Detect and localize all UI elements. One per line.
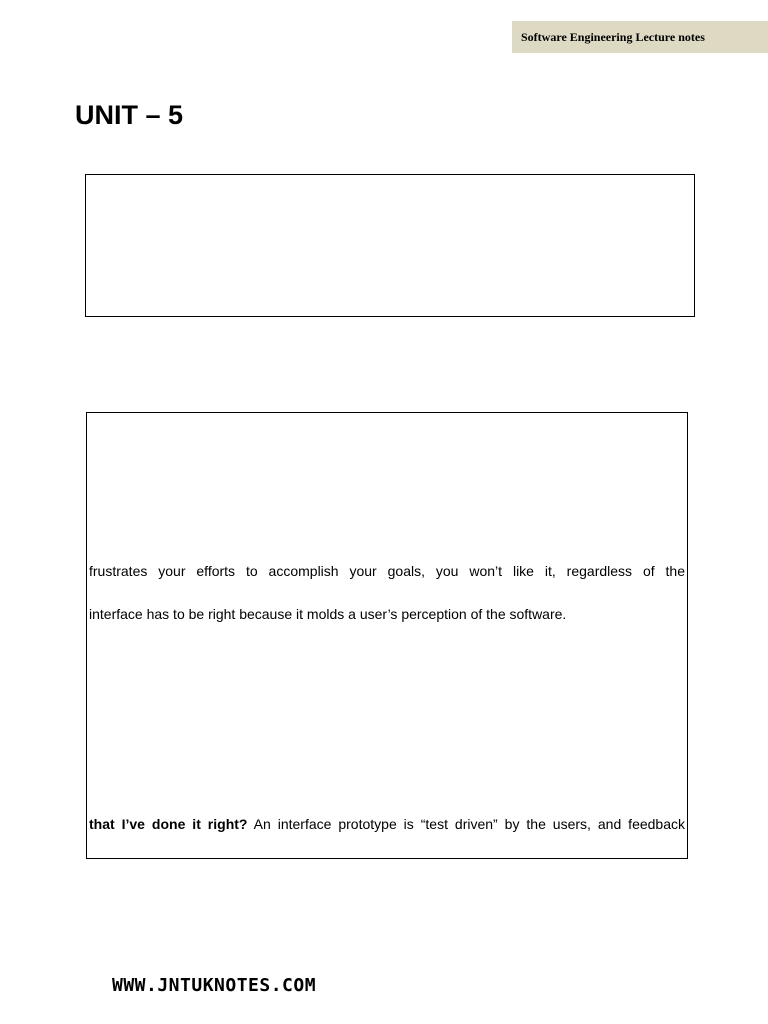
footer-url: WWW.JNTUKNOTES.COM [112,975,317,996]
text-line [89,815,685,833]
text-span: An interface prototype is “test driven” by the users, and feedback [247,816,685,832]
empty-text-box [85,174,695,317]
bold-question: that I’ve done it right? [89,816,248,832]
content-text-box [86,412,688,859]
header-tag: Software Engineering Lecture notes [512,21,768,53]
unit-title: UNIT – 5 [75,100,184,130]
text-line: frustrates your efforts to accomplish your goals, you won’t like it, regardless of the [89,563,685,579]
text-line: interface has to be right because it molds a user’s perception of the software. [89,606,567,622]
